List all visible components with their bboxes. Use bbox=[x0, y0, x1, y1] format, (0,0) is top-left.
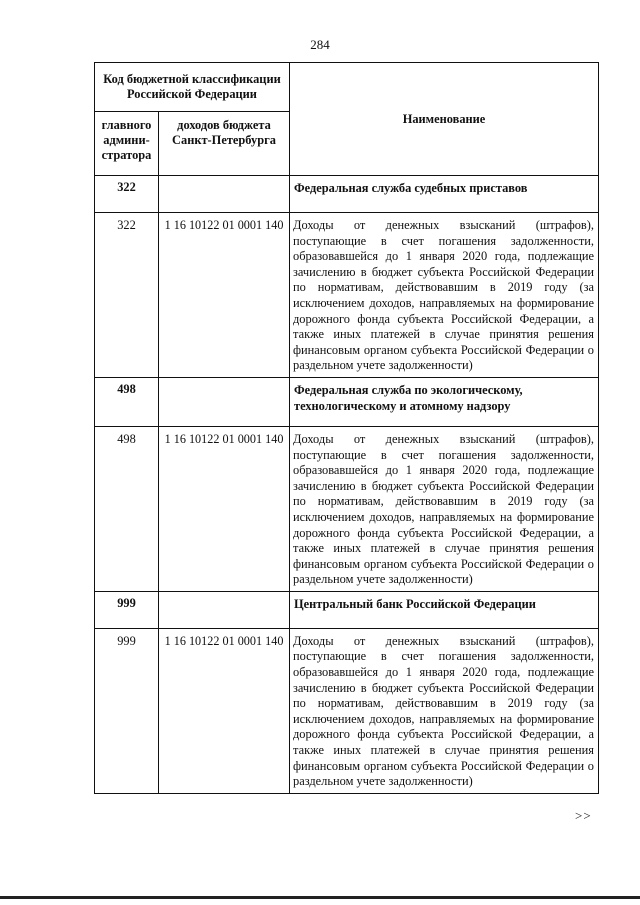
agency-name: Центральный банк Российской Федерации bbox=[290, 591, 599, 628]
page-number: 284 bbox=[310, 37, 330, 52]
item-description: Доходы от денежных взысканий (штрафов), поступающие в счет погашения задолженности, образовавшейся до 1 января 2020 года, подлежащие зачислению в бюджет субъекта Российской Федерации по нормативам, действовавшим в 2019 году (за исключением доходов, направляемых на формирование дорожного фонда субъекта Российской Федерации, а также иных платежей в случае принятия решения финансовым органом субъекта Российской Федерации о раздельном учете задолженности) bbox=[290, 426, 599, 591]
item-admin-code: 498 bbox=[95, 426, 159, 591]
agency-code: 999 bbox=[95, 591, 159, 628]
header-name-column: Наименование bbox=[290, 63, 599, 176]
item-admin-code: 322 bbox=[95, 213, 159, 378]
header-code-group: Код бюджетной классификации Российской Федерации bbox=[95, 63, 290, 112]
item-admin-code: 999 bbox=[95, 628, 159, 793]
agency-kbk-empty bbox=[159, 377, 290, 426]
item-income-code: 1 16 10122 01 0001 140 bbox=[159, 628, 290, 793]
scan-edge-divider bbox=[0, 896, 640, 899]
agency-code: 498 bbox=[95, 377, 159, 426]
table-row bbox=[95, 213, 599, 378]
agency-row bbox=[95, 176, 599, 213]
header-admin-column: главного админи-стратора bbox=[95, 112, 159, 176]
budget-classification-table bbox=[94, 62, 599, 794]
agency-row bbox=[95, 591, 599, 628]
header-row-top bbox=[95, 63, 599, 112]
table-row bbox=[95, 628, 599, 793]
continuation-mark: >> bbox=[575, 808, 592, 823]
item-description: Доходы от денежных взысканий (штрафов), поступающие в счет погашения задолженности, образовавшейся до 1 января 2020 года, подлежащие зачислению в бюджет субъекта Российской Федерации по нормативам, действовавшим в 2019 году (за исключением доходов, направляемых на формирование дорожного фонда субъекта Российской Федерации, а также иных платежей в случае принятия решения финансовым органом субъекта Российской Федерации о раздельном учете задолженности) bbox=[290, 213, 599, 378]
agency-kbk-empty bbox=[159, 176, 290, 213]
agency-kbk-empty bbox=[159, 591, 290, 628]
header-income-column: доходов бюджета Санкт-Петербурга bbox=[159, 112, 290, 176]
item-income-code: 1 16 10122 01 0001 140 bbox=[159, 426, 290, 591]
item-description: Доходы от денежных взысканий (штрафов), поступающие в счет погашения задолженности, образовавшейся до 1 января 2020 года, подлежащие зачислению в бюджет субъекта Российской Федерации по нормативам, действовавшим в 2019 году (за исключением доходов, направляемых на формирование дорожного фонда субъекта Российской Федерации, а также иных платежей в случае принятия решения финансовым органом субъекта Российской Федерации о раздельном учете задолженности) bbox=[290, 628, 599, 793]
agency-row bbox=[95, 377, 599, 426]
agency-code: 322 bbox=[95, 176, 159, 213]
agency-name: Федеральная служба судебных приставов bbox=[290, 176, 599, 213]
table-row bbox=[95, 426, 599, 591]
agency-name: Федеральная служба по экологическому, технологическому и атомному надзору bbox=[290, 377, 599, 426]
item-income-code: 1 16 10122 01 0001 140 bbox=[159, 213, 290, 378]
